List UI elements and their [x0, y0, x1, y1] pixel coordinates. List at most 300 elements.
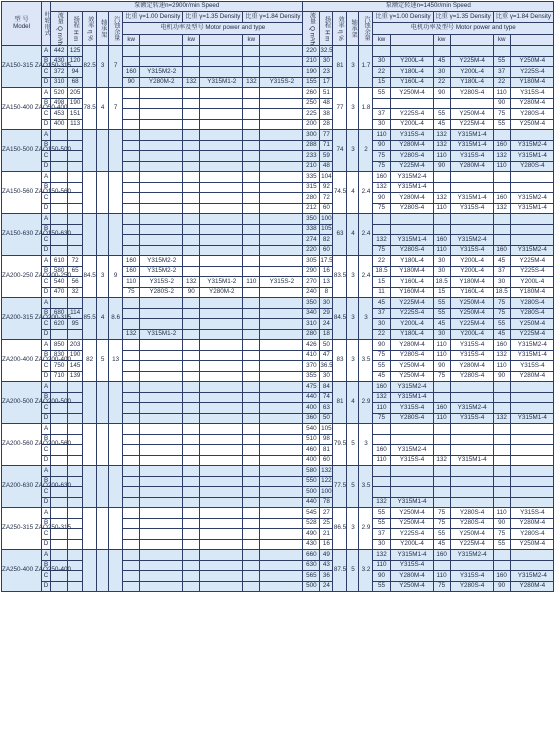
head-value [68, 382, 83, 393]
motor-kw [123, 350, 140, 361]
head-value: 48 [320, 98, 333, 109]
motor-type: Y250M-4 [390, 508, 433, 519]
model-name: ZA150-500 ZAO150-500 [2, 130, 42, 172]
motor-kw: 75 [433, 508, 450, 519]
model-header: 型 号 Model [2, 2, 42, 46]
motor-kw [183, 109, 200, 120]
impeller-type: D [42, 77, 51, 88]
motor-type [200, 140, 243, 151]
capacity-value: 290 [303, 266, 320, 277]
capacity-value [51, 508, 68, 519]
bearing-value: 5 [347, 466, 359, 508]
capacity-value [51, 466, 68, 477]
motor-kw: 22 [373, 256, 390, 267]
head-value: 50 [320, 413, 333, 424]
motor-kw: 132 [493, 203, 510, 214]
motor-kw [433, 476, 450, 487]
capacity-value: 453 [51, 109, 68, 120]
capacity-value: 190 [303, 67, 320, 78]
motor-kw: 110 [493, 361, 510, 372]
motor-type [200, 46, 243, 57]
model-name: ZA200-560 ZAO200-560 [2, 424, 42, 466]
motor-kw: 110 [373, 560, 390, 571]
motor-kw [123, 119, 140, 130]
motor-kw [183, 98, 200, 109]
npsh-value: 3.2 [359, 550, 373, 592]
impeller-type: D [42, 539, 51, 550]
motor-kw: 55 [433, 298, 450, 309]
motor-kw: 18.5 [493, 287, 510, 298]
motor-kw [123, 109, 140, 120]
impeller-type: B [42, 350, 51, 361]
head-value: 17 [320, 77, 333, 88]
head-value: 132 [320, 466, 333, 477]
capacity-value [51, 382, 68, 393]
motor-type [140, 581, 183, 592]
motor-kw [183, 518, 200, 529]
impeller-type: B [42, 56, 51, 67]
npsh-value: 1.7 [359, 46, 373, 88]
motor-kw [183, 350, 200, 361]
capacity-value: 475 [303, 382, 320, 393]
motor-type: Y225S-4 [390, 109, 433, 120]
motor-kw: 75 [373, 161, 390, 172]
motor-type: Y315M1-4 [390, 182, 433, 193]
motor-type [140, 245, 183, 256]
motor-type [200, 455, 243, 466]
motor-type [390, 46, 433, 57]
motor-kw: 110 [493, 88, 510, 99]
motor-type [510, 392, 553, 403]
motor-type [140, 518, 183, 529]
model-name: ZA200-500 ZAO200-500 [2, 382, 42, 424]
motor-kw: 110 [433, 340, 450, 351]
motor-kw: 90 [493, 98, 510, 109]
capacity-value: 335 [303, 172, 320, 183]
impeller-header: 叶轮形式 [42, 2, 51, 46]
capacity-value: 350 [303, 298, 320, 309]
capacity-value: 200 [303, 119, 320, 130]
motor-type: Y315S-2 [260, 77, 303, 88]
motor-type [200, 382, 243, 393]
capacity-value: 310 [51, 77, 68, 88]
motor-kw [243, 455, 260, 466]
motor-kw: 90 [493, 371, 510, 382]
motor-kw: 90 [493, 518, 510, 529]
motor-kw [243, 298, 260, 309]
motor-type [510, 403, 553, 414]
motor-kw: 37 [493, 67, 510, 78]
motor-kw [243, 56, 260, 67]
motor-kw [493, 235, 510, 246]
motor-type: Y225M-4 [450, 56, 493, 67]
impeller-type: C [42, 67, 51, 78]
pump-performance-table [1, 1, 554, 592]
motor-type [260, 151, 303, 162]
motor-type [140, 382, 183, 393]
head-value: 51 [320, 88, 333, 99]
kw-label: kw [183, 34, 200, 45]
motor-type [140, 224, 183, 235]
capacity-value: 565 [303, 571, 320, 582]
capacity-value: 500 [303, 487, 320, 498]
motor-kw [243, 476, 260, 487]
motor-kw: 75 [433, 581, 450, 592]
impeller-type: B [42, 266, 51, 277]
motor-type [260, 445, 303, 456]
motor-type: Y315S-4 [510, 361, 553, 372]
table-row [2, 46, 554, 57]
motor-type: Y225M-4 [390, 161, 433, 172]
model-name: ZA200-250 ZAO200-250 [2, 256, 42, 298]
motor-kw: 110 [433, 245, 450, 256]
motor-type: Y315S-4 [450, 203, 493, 214]
head-value: 47 [320, 350, 333, 361]
motor-type [260, 266, 303, 277]
motor-type: Y200L-4 [390, 319, 433, 330]
motor-type: Y180L-4 [390, 256, 433, 267]
npsh-value: 8.6 [109, 298, 123, 340]
motor-type [260, 392, 303, 403]
motor-kw [123, 403, 140, 414]
impeller-type: D [42, 581, 51, 592]
motor-kw: 160 [123, 256, 140, 267]
motor-kw: 75 [433, 371, 450, 382]
bearing-value: 4 [347, 172, 359, 214]
motor-kw: 110 [493, 508, 510, 519]
motor-kw [243, 361, 260, 372]
impeller-type: B [42, 224, 51, 235]
motor-kw [123, 539, 140, 550]
capacity-value: 355 [303, 371, 320, 382]
efficiency-value [83, 466, 97, 508]
motor-kw [243, 308, 260, 319]
impeller-type: B [42, 560, 51, 571]
motor-kw [123, 560, 140, 571]
motor-type [260, 172, 303, 183]
motor-kw: 45 [433, 119, 450, 130]
bearing-value: 3 [347, 298, 359, 340]
motor-kw [123, 466, 140, 477]
motor-kw: 45 [433, 319, 450, 330]
motor-kw: 30 [433, 329, 450, 340]
motor-kw [123, 361, 140, 372]
motor-kw [243, 287, 260, 298]
impeller-type: B [42, 308, 51, 319]
motor-type [140, 455, 183, 466]
motor-kw [243, 151, 260, 162]
motor-kw [373, 46, 390, 57]
motor-type [450, 476, 493, 487]
efficiency-value: 77 [333, 88, 347, 130]
motor-kw [433, 46, 450, 57]
motor-type [450, 487, 493, 498]
motor-type: Y250M-4 [510, 319, 553, 330]
motor-type [450, 560, 493, 571]
motor-kw [183, 329, 200, 340]
head-value: 28 [320, 119, 333, 130]
motor-kw: 18.5 [373, 266, 390, 277]
motor-type [140, 340, 183, 351]
head-value: 8 [320, 287, 333, 298]
motor-kw [123, 445, 140, 456]
motor-kw [493, 487, 510, 498]
capacity-value: 280 [303, 193, 320, 204]
motor-type: Y200L-4 [450, 266, 493, 277]
head-value: 60 [320, 455, 333, 466]
model-name: ZA200-400 ZAO200-400 [2, 340, 42, 382]
capacity-value: 370 [303, 361, 320, 372]
motor-kw: 45 [433, 539, 450, 550]
motor-type [200, 56, 243, 67]
head-value: 72 [68, 256, 83, 267]
motor-type: Y280M-4 [390, 193, 433, 204]
motor-type: Y280M-4 [390, 140, 433, 151]
kw-label: kw [123, 34, 140, 45]
bearing-header-left: 轴承架 [97, 12, 109, 46]
head-value: 145 [68, 361, 83, 372]
motor-kw [493, 466, 510, 477]
efficiency-value [83, 172, 97, 214]
motor-kw [493, 224, 510, 235]
motor-kw: 132 [373, 392, 390, 403]
motor-kw: 75 [373, 350, 390, 361]
motor-type [140, 308, 183, 319]
capacity-value: 410 [303, 350, 320, 361]
motor-kw: 30 [433, 266, 450, 277]
motor-type [140, 203, 183, 214]
motor-kw: 132 [373, 182, 390, 193]
capacity-value: 540 [303, 424, 320, 435]
motor-kw [183, 560, 200, 571]
efficiency-value [83, 130, 97, 172]
capacity-value: 210 [303, 161, 320, 172]
motor-type [510, 224, 553, 235]
impeller-type: C [42, 109, 51, 120]
motor-type [510, 550, 553, 561]
motor-type: Y280M-4 [510, 581, 553, 592]
head-value [68, 424, 83, 435]
npsh-value: 2 [359, 130, 373, 172]
capacity-value: 710 [51, 371, 68, 382]
motor-kw [123, 392, 140, 403]
motor-type [200, 350, 243, 361]
motor-kw [243, 266, 260, 277]
motor-type [200, 130, 243, 141]
head-value: 122 [320, 476, 333, 487]
motor-type: Y315S-4 [390, 455, 433, 466]
impeller-type: A [42, 46, 51, 57]
motor-type [260, 88, 303, 99]
motor-kw: 110 [373, 455, 390, 466]
motor-type: Y280M-4 [510, 371, 553, 382]
motor-kw: 45 [373, 298, 390, 309]
motor-type [200, 497, 243, 508]
motor-kw: 55 [433, 109, 450, 120]
motor-type: Y280M-4 [510, 98, 553, 109]
motor-type: Y200L-4 [510, 277, 553, 288]
motor-kw: 75 [373, 245, 390, 256]
motor-kw [123, 413, 140, 424]
motor-kw [183, 235, 200, 246]
impeller-type: C [42, 403, 51, 414]
motor-type [140, 235, 183, 246]
head-value [68, 130, 83, 141]
motor-kw: 160 [493, 140, 510, 151]
motor-type [140, 529, 183, 540]
motor-type [260, 529, 303, 540]
head-value: 16 [320, 539, 333, 550]
efficiency-value: 74 [333, 130, 347, 172]
motor-kw [243, 203, 260, 214]
motor-kw [493, 214, 510, 225]
motor-type: Y160M-4 [390, 287, 433, 298]
kw-label: kw [433, 34, 450, 45]
capacity-value: 233 [303, 151, 320, 162]
motor-kw: 30 [493, 277, 510, 288]
motor-kw [183, 455, 200, 466]
head-value: 36.5 [320, 361, 333, 372]
motor-type: Y280M-4 [390, 340, 433, 351]
motor-kw [373, 224, 390, 235]
efficiency-value [83, 382, 97, 424]
motor-kw: 55 [493, 539, 510, 550]
motor-type [200, 581, 243, 592]
motor-kw: 90 [373, 340, 390, 351]
head-value: 95 [68, 319, 83, 330]
motor-type [140, 151, 183, 162]
motor-kw [123, 424, 140, 435]
motor-kw [433, 560, 450, 571]
speed-1450-title: 泵额定转速n=1450r/min Speed [303, 2, 554, 12]
motor-type [450, 214, 493, 225]
npsh-value: 2.9 [359, 382, 373, 424]
motor-type [510, 455, 553, 466]
motor-type: Y315M1-4 [510, 350, 553, 361]
motor-type: Y160L-4 [390, 277, 433, 288]
motor-kw [243, 319, 260, 330]
motor-kw [243, 329, 260, 340]
motor-kw [183, 340, 200, 351]
motor-kw [183, 571, 200, 582]
impeller-type: A [42, 256, 51, 267]
motor-type [140, 466, 183, 477]
motor-kw: 160 [373, 172, 390, 183]
eff-header-right: 效率 η % [333, 12, 347, 46]
motor-kw [243, 550, 260, 561]
motor-type [260, 298, 303, 309]
motor-kw [123, 56, 140, 67]
motor-kw: 55 [493, 319, 510, 330]
motor-type [200, 466, 243, 477]
motor-type [260, 581, 303, 592]
motor-type: Y315S-4 [450, 571, 493, 582]
motor-type [140, 193, 183, 204]
head-value: 94 [68, 67, 83, 78]
motor-kw [123, 308, 140, 319]
motor-kw: 30 [373, 119, 390, 130]
bearing-value [97, 172, 109, 214]
motor-type [260, 319, 303, 330]
motor-type [260, 455, 303, 466]
impeller-type: D [42, 287, 51, 298]
motor-type: Y225M-4 [390, 298, 433, 309]
motor-type [140, 371, 183, 382]
npsh-value: 13 [109, 340, 123, 382]
motor-kw [493, 46, 510, 57]
model-name: ZA200-315 ZAO200-315 [2, 298, 42, 340]
motor-type [140, 130, 183, 141]
motor-type [510, 434, 553, 445]
motor-kw [243, 382, 260, 393]
motor-kw: 160 [493, 571, 510, 582]
head-value: 59 [320, 151, 333, 162]
motor-type: Y280S-4 [450, 581, 493, 592]
motor-kw [183, 539, 200, 550]
motor-kw [183, 529, 200, 540]
bearing-value [97, 382, 109, 424]
head-header-left: 扬程 H m [68, 12, 83, 46]
motor-type: Y200L-4 [450, 256, 493, 267]
motor-type: Y200L-4 [390, 539, 433, 550]
motor-kw [123, 497, 140, 508]
motor-type [200, 340, 243, 351]
motor-type [260, 424, 303, 435]
motor-type: Y180L-4 [390, 67, 433, 78]
motor-type: Y315S-4 [510, 508, 553, 519]
motor-kw [183, 371, 200, 382]
head-value [68, 161, 83, 172]
bearing-value [97, 550, 109, 592]
motor-kw: 30 [373, 319, 390, 330]
head-value: 29 [320, 308, 333, 319]
motor-type: Y315M2-4 [510, 140, 553, 151]
head-value: 190 [68, 98, 83, 109]
density-184-left: 比重 γ=1.84 Density [243, 12, 303, 23]
motor-type [260, 340, 303, 351]
capacity-value [51, 581, 68, 592]
motor-type: Y225S-4 [390, 529, 433, 540]
motor-kw [433, 172, 450, 183]
npsh-value [109, 382, 123, 424]
motor-type: Y315S-4 [450, 350, 493, 361]
motor-kw [123, 550, 140, 561]
efficiency-value: 82.5 [83, 46, 97, 88]
motor-kw [123, 487, 140, 498]
capacity-value: 400 [51, 119, 68, 130]
motor-type [200, 476, 243, 487]
impeller-type: A [42, 550, 51, 561]
motor-kw [123, 382, 140, 393]
motor-type [260, 329, 303, 340]
motor-kw [123, 340, 140, 351]
table-row [2, 382, 554, 393]
head-value: 105 [320, 424, 333, 435]
motor-type [390, 224, 433, 235]
motor-kw [123, 455, 140, 466]
motor-type [260, 140, 303, 151]
npsh-value [109, 466, 123, 508]
motor-type: Y180L-4 [450, 77, 493, 88]
head-value: 32.5 [320, 46, 333, 57]
motor-type: Y315S-2 [140, 277, 183, 288]
npsh-value: 3.5 [359, 340, 373, 382]
motor-kw: 55 [373, 88, 390, 99]
capacity-value: 426 [303, 340, 320, 351]
motor-type: Y180M-4 [390, 266, 433, 277]
motor-kw [183, 434, 200, 445]
motor-type: Y200L-4 [450, 329, 493, 340]
